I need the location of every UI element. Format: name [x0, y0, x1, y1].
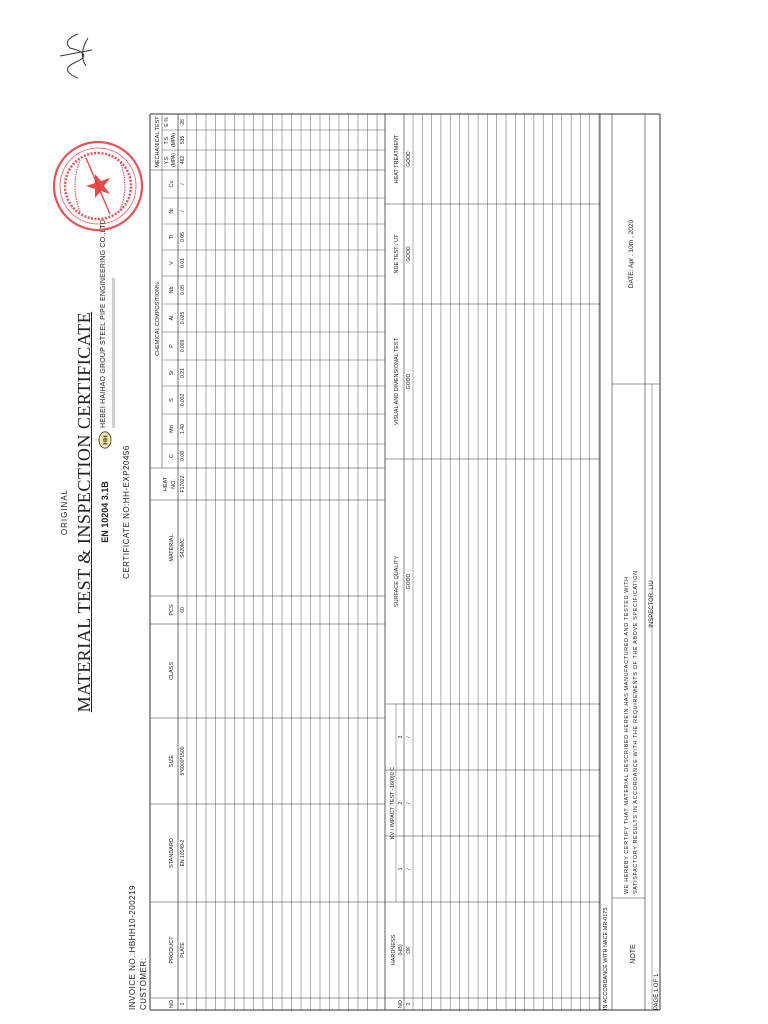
note-label: NOTE	[630, 944, 637, 964]
header-standard: STANDARD	[169, 838, 175, 868]
invoice-number: INVOICE NO.:HBHH10-200219	[128, 885, 137, 1010]
element-c: C	[169, 454, 175, 458]
lower-row-surface: GOOD	[406, 573, 412, 590]
lower-row-hardness: OK	[406, 946, 412, 954]
logo-text: HH	[102, 435, 110, 445]
header-material: MATERIAL	[169, 534, 175, 562]
certify-line-2: SATISFACTORY RESULTS IN ACCORDANCE WITH THE REQUIREMENTS OF THE ABOVE SPECIFICATION	[633, 570, 639, 894]
mech-ts-top: T.S.	[164, 135, 170, 145]
row1-cu: /	[180, 183, 186, 185]
row1-c: 0.08	[180, 451, 186, 461]
nace-accordance: IN ACCORDANCE WITH NACE MR-0175.	[603, 906, 609, 1010]
row1-nb: 0.05	[180, 285, 186, 295]
row1-heat-no: F17022	[180, 475, 186, 493]
lower-header-surface: SURFACE QUALITY	[394, 555, 400, 608]
lower-header-hardness: HARDNESS	[391, 934, 397, 966]
company-name: HEBEI HAIHAO GROUP STEEL PIPE ENGINEERING CO.,LTD	[100, 219, 107, 428]
impact-sub-3: 3	[398, 735, 404, 739]
lower-header-heat-treatment: HEAT TREATMENT	[394, 134, 400, 184]
lower-row-impact-1: /	[406, 868, 412, 870]
row1-material: S420MC	[180, 538, 186, 558]
row1-mn: 1.40	[180, 424, 186, 434]
header-heat: HEAT	[163, 476, 169, 492]
header-mechanical: MECHANICAL TEST	[155, 116, 161, 168]
lower-row-nde: GOOD	[406, 246, 412, 262]
inspector-name: INSPECTOR: LIU	[649, 580, 655, 628]
inspector-signature	[48, 24, 98, 84]
certificate-standard: EN 10204 3.1B	[100, 481, 110, 543]
lower-header-no: NO	[398, 999, 404, 1009]
element-si: Si	[169, 370, 175, 376]
lower-row-visual: GOOD	[406, 373, 412, 390]
lower-row-impact-2: /	[406, 802, 412, 804]
company-seal-stamp	[50, 138, 146, 234]
header-product: PRODUCT	[169, 936, 175, 964]
lower-row-no: 1	[406, 1002, 412, 1006]
mech-ys-unit: (MPA)	[171, 153, 177, 167]
impact-sub-1: 1	[398, 867, 404, 871]
row1-no: 1	[180, 1002, 186, 1006]
element-al: Al	[169, 315, 175, 321]
lower-header-nde: NDE TEST / UT	[394, 234, 400, 274]
row1-ti: 0.05	[180, 232, 186, 242]
mech-ts-unit: (MPA)	[171, 133, 177, 147]
header-no: NO	[169, 999, 175, 1009]
header-size: SIZE	[169, 754, 175, 768]
lower-header-visual: VISUAL AND DIMENSIONAL TEST	[394, 338, 400, 425]
header-chemical: CHEMICAL COMPOSITION%	[155, 282, 161, 356]
row1-ts: 535	[180, 135, 186, 145]
header-heat-no: NO.	[171, 479, 177, 489]
row1-v: 0.01	[180, 258, 186, 268]
header-pcs: PCS	[169, 604, 175, 616]
element-mn: Mn	[169, 425, 175, 433]
impact-sub-2: 2	[398, 801, 404, 805]
row1-product: PLATE	[180, 942, 186, 958]
element-p: P	[169, 344, 175, 348]
certificate-number: CERTIFICATE NO:HH-EXP20456	[122, 445, 131, 579]
customer-label: CUSTOMER:	[139, 957, 148, 1010]
original-label: ORIGINAL	[60, 488, 69, 536]
certificate-title: MATERIAL TEST & INSPECTION CERTIFICATE	[74, 311, 94, 713]
element-v: V	[169, 261, 175, 265]
row1-si: 0.21	[180, 368, 186, 378]
element-nb: Nb	[169, 286, 175, 294]
certify-line-1: WE HEREBY CERTIFY THAT MATERIAL DESCRIBED HEREIN HAS MANUFACTURED AND TESTED WITH	[624, 576, 630, 894]
mech-ys-top: Y.S.	[164, 155, 170, 165]
row1-pcs: 60	[180, 607, 186, 613]
row1-elong: 28	[180, 119, 186, 125]
header-class: CLASS	[169, 661, 175, 681]
row1-size: 5*6000*1500	[180, 746, 186, 776]
row1-al: 0.025	[180, 311, 186, 325]
lower-header-hardness-unit: (HB)	[398, 944, 404, 956]
element-ni: Ni	[169, 208, 175, 214]
element-ti: Ti	[169, 234, 175, 240]
row1-s: 0.002	[180, 393, 186, 407]
page-indicator: PAGE 1 OF 1	[654, 973, 660, 1010]
row1-p: 0.009	[180, 339, 186, 353]
element-s: S	[169, 398, 175, 402]
element-cu: Cu	[169, 180, 175, 188]
row1-standard: EN 10149-2	[180, 839, 186, 867]
mech-e-top: E %	[164, 117, 170, 127]
row1-ni: /	[180, 210, 186, 212]
lower-row-heat-treatment: GOOD	[406, 151, 412, 167]
lower-row-impact-3: /	[406, 736, 412, 738]
certificate-date: DATE: Apr . 10th , 2020	[628, 219, 635, 289]
row1-ys: 462	[180, 155, 186, 165]
lower-header-impact: KV / IMPACT TEST -16(0)0 C	[390, 766, 396, 840]
